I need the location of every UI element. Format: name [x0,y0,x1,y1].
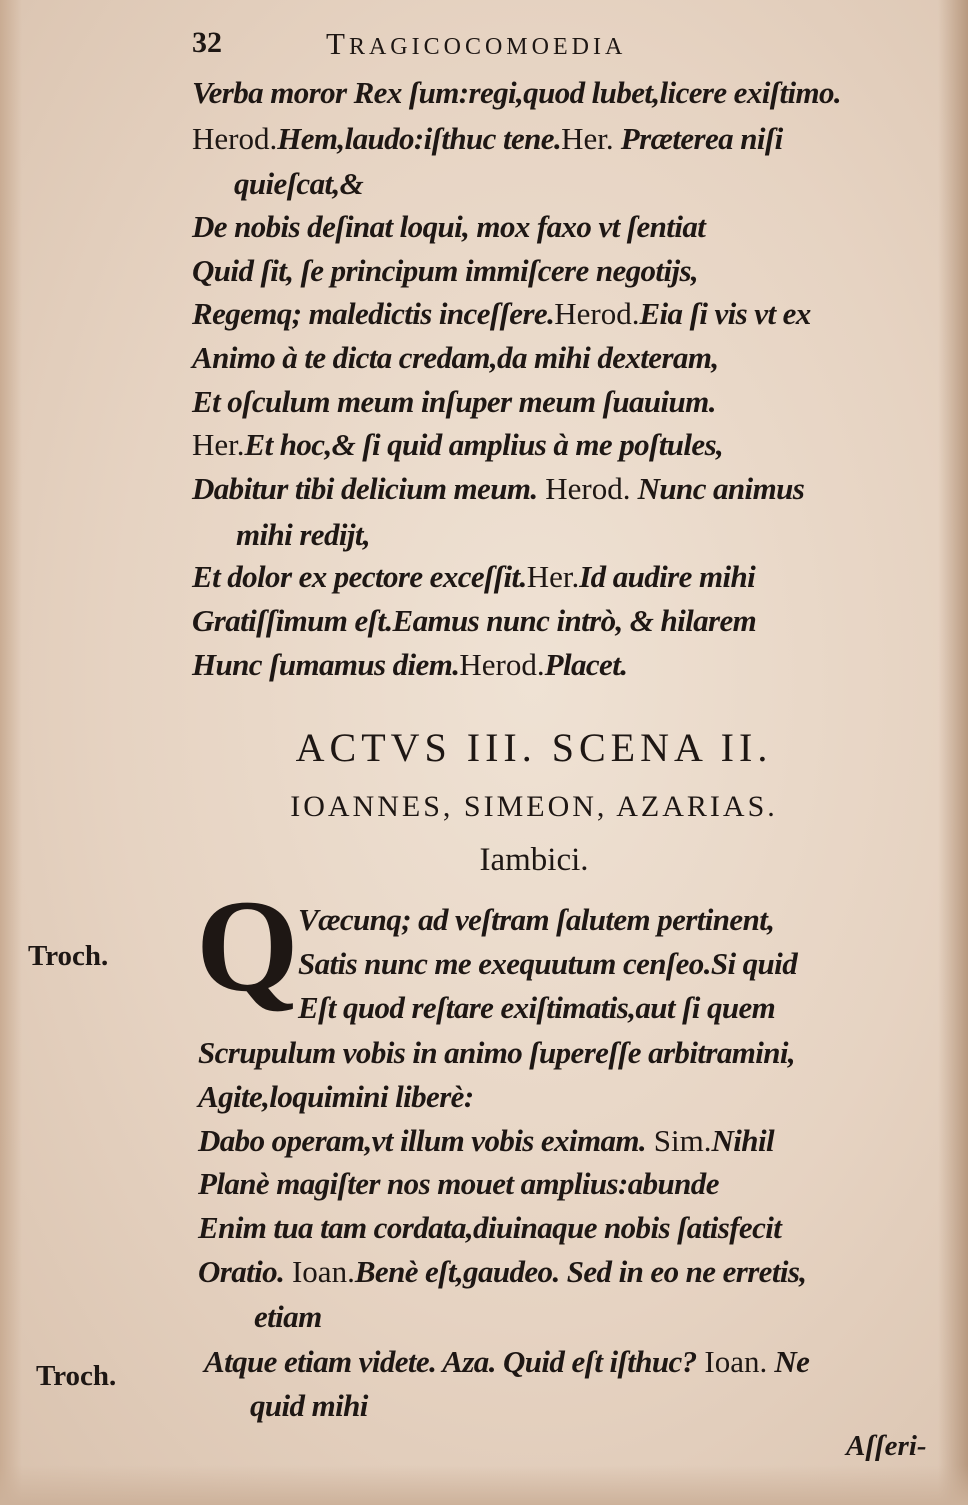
verse-text: Satis nunc me exequutum cenſeo.Si quid [298,946,798,981]
verse-text: Ne [767,1344,810,1379]
verse-text: Quid ſit, ſe principum immiſcere negotijs, [192,253,699,288]
verse-line [192,467,804,511]
act-scene-heading: ACTVS III. SCENA II. [295,725,773,770]
verse-line [198,1031,795,1075]
verse-text: Agite,loquimini liberè: [198,1079,474,1114]
verse-text: Verba moror Rex ſum:regi,quod lubet,licere exiſtimo. [192,75,842,110]
verse-text: quieſcat,& [234,166,364,201]
verse-line [198,1206,781,1250]
verse-line [192,205,705,249]
verse-text: Scrupulum vobis in animo ſupereſſe arbitramini, [198,1035,796,1070]
verse-line [254,1295,322,1339]
verse-text: Atque etiam videte. [204,1344,437,1379]
verse-text: Et hoc,& ſi quid amplius à me poſtules, [244,427,724,462]
verse-text: Dabo operam,vt illum vobis eximam. [198,1123,647,1158]
verse-text: Oratio. [198,1254,285,1289]
speaker-label: Ioan. [696,1344,768,1379]
verse-line [298,898,774,942]
verse-line [192,555,755,599]
speaker-label: Herod. [459,647,545,682]
margin-note-troch: Troch. [36,1360,117,1392]
verse-text: Eſt quod reſtare exiſtimatis,aut ſi quem [298,990,776,1025]
verse-text: Benè eſt,gaudeo. Sed in eo ne erretis, [354,1254,807,1289]
running-header [192,22,752,66]
verse-text: Placet. [544,647,628,682]
verse-text: Animo à te dicta credam,da mihi dexteram, [192,340,719,375]
verse-line [236,513,370,557]
verse-line [250,1384,368,1428]
verse-line [192,71,841,115]
verse-line [198,1162,719,1206]
verse-line [198,1119,774,1163]
verse-text: Et oſculum meum inſuper meum ſuauium. [192,384,716,419]
speaker-label: Herod. [537,471,631,506]
verse-text: Nunc animus [630,471,805,506]
verse-line [192,380,716,424]
verse-text: quid mihi [250,1388,368,1423]
verse-text: etiam [254,1299,322,1334]
speaker-label: Herod. [554,296,640,331]
speaker-label: Her. [561,121,614,156]
verse-line [198,1250,806,1294]
verse-text: Aza. [436,1344,496,1379]
verse-line [198,1075,474,1119]
verse-text: Planè magiſter nos mouet amplius:abunde [198,1166,719,1201]
verse-line [192,117,783,161]
verse-text: Hem,laudo:iſthuc tene. [277,121,562,156]
verse-text: Væcunq; ad veſtram ſalutem pertinent, [298,902,775,937]
verse-text: Regemq; maledictis inceſſere. [192,296,555,331]
verse-line [192,292,811,336]
verse-text: De nobis deſinat loqui, mox faxo vt ſentiat [192,209,706,244]
running-title-rest: RAGICOCOMOEDIA [348,34,627,60]
verse-text: mihi redijt, [236,517,371,552]
verse-line [192,336,718,380]
speaker-label: Ioan. [284,1254,355,1289]
verse-text: Dabitur tibi delicium meum. [192,471,538,506]
verse-text: Hunc ſumamus diem. [192,647,460,682]
verse-text: Nihil [711,1123,774,1158]
verse-line [192,599,756,643]
meter-label: Iambici. [479,842,589,878]
verse-line [204,1340,809,1384]
page-edge-shadow-bottom [0,1465,968,1505]
speaker-label: Her. [526,559,580,594]
verse-line [298,942,797,986]
speaker-label: Herod. [192,121,278,156]
verse-line [192,423,723,467]
verse-line [192,249,698,293]
running-title-initial: T [326,26,349,61]
catchword: Aſſeri- [846,1430,927,1462]
verse-text: Quid eſt iſthuc? [495,1344,697,1379]
drop-cap: Q [196,872,299,1019]
speaker-label: Her. [192,427,245,462]
margin-note-troch: Troch. [28,940,109,972]
running-title [326,26,626,62]
verse-line [234,162,363,206]
verse-text: Præterea niſi [613,121,783,156]
verse-line [192,643,627,687]
verse-text: Eia ſi vis vt ex [639,296,811,331]
speaker-label: Sim. [646,1123,712,1158]
dramatis-personae: IOANNES, SIMEON, AZARIAS. [290,790,778,823]
page-number: 32 [192,26,222,59]
verse-line [298,986,775,1030]
verse-text: Et dolor ex pectore exceſſit. [192,559,527,594]
verse-text: Enim tua tam cordata,diuinaque nobis ſatisfecit [198,1210,782,1245]
verse-text: Id audire mihi [579,559,756,594]
verse-text: Gratiſſimum eſt.Eamus nunc intrò, & hilarem [192,603,757,638]
